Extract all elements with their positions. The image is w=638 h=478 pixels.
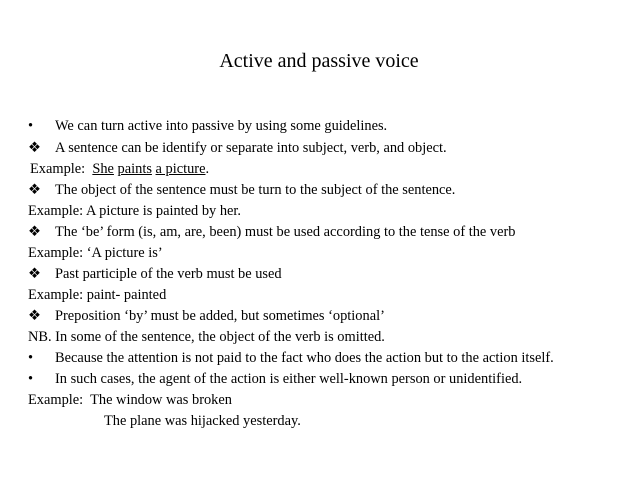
example-line-3: Example: ‘A picture is’ (28, 245, 163, 261)
line-text: The object of the sentence must be turn to the subject of the sentence. (55, 182, 456, 198)
bullet-line-7 (28, 349, 554, 367)
example-object: a picture (155, 161, 206, 177)
line-text: We can turn active into passive by using some guidelines. (55, 118, 388, 134)
example-subject: She (92, 161, 114, 177)
diamond-bullet-icon: ❖ (28, 224, 41, 240)
example-line-2: Example: A picture is painted by her. (28, 203, 242, 219)
bullet-dot-icon: • (28, 371, 34, 387)
diamond-bullet-icon: ❖ (28, 182, 41, 198)
bullet-line-6 (28, 307, 385, 325)
example-end: . (205, 161, 210, 177)
diamond-bullet-icon: ❖ (28, 308, 41, 324)
line-text: The ‘be’ form (is, am, are, been) must be used according to the tense of the verb (55, 224, 516, 240)
line-text: In such cases, the agent of the action is either well-known person or unidentified. (55, 371, 523, 387)
note-line: NB. In some of the sentence, the object of the verb is omitted. (28, 329, 385, 345)
bullet-line-1 (28, 117, 387, 135)
line-text: A sentence can be identify or separate into subject, verb, and object. (55, 140, 447, 156)
bullet-line-2 (28, 139, 447, 157)
example-line-5: Example: The window was broken (28, 392, 232, 408)
bullet-dot-icon: • (28, 118, 34, 134)
line-text: Preposition ‘by’ must be added, but sometimes ‘optional’ (55, 308, 385, 324)
example-prefix: Example: (30, 161, 93, 177)
bullet-line-8 (28, 370, 522, 388)
slide-title: Active and passive voice (219, 50, 419, 72)
example-line-4: Example: paint- painted (28, 287, 167, 303)
example-line-1 (30, 160, 209, 178)
bullet-dot-icon: • (28, 350, 34, 366)
bullet-line-4 (28, 223, 515, 241)
diamond-bullet-icon: ❖ (28, 266, 41, 282)
bullet-line-5 (28, 265, 282, 283)
bullet-line-3 (28, 181, 455, 199)
example-verb: paints (117, 161, 152, 177)
example-line-6: The plane was hijacked yesterday. (104, 413, 301, 429)
line-text: Because the attention is not paid to the fact who does the action but to the action itself. (55, 350, 554, 366)
line-text: Past participle of the verb must be used (55, 266, 282, 282)
diamond-bullet-icon: ❖ (28, 140, 41, 156)
